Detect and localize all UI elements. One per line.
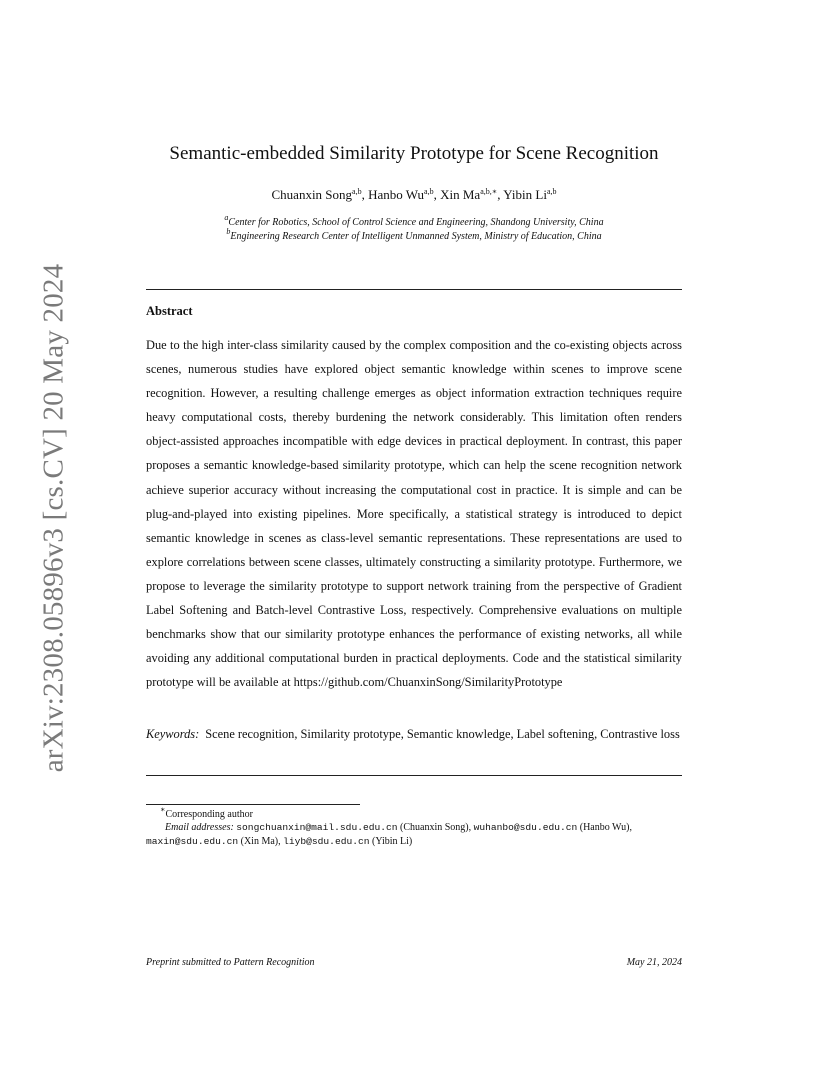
abstract-top-rule — [146, 289, 682, 290]
affiliation-mark: b — [226, 227, 231, 236]
affiliation-text: Center for Robotics, School of Control Science and Engineering, Shandong University, China — [228, 217, 604, 228]
author-affiliation-mark: a,b — [424, 187, 434, 196]
keywords-text: Scene recognition, Similarity prototype, Semantic knowledge, Label softening, Contrastive loss — [205, 727, 680, 741]
arxiv-identifier-stamp: arXiv:2308.05896v3 [cs.CV] 20 May 2024 — [37, 263, 70, 773]
email-label: Email addresses: — [165, 822, 234, 833]
email-owner: (Yibin Li) — [371, 836, 413, 847]
email-address: liyb@sdu.edu.cn — [283, 836, 370, 847]
footnote-corresponding-author — [160, 805, 700, 822]
preprint-venue: Preprint submitted to Pattern Recognition — [146, 957, 315, 968]
email-separator: , — [468, 822, 474, 833]
email-separator: , — [629, 822, 632, 833]
author-affiliation-mark: a,b,∗ — [480, 187, 498, 196]
affiliation — [0, 213, 828, 228]
author-separator: , — [497, 187, 504, 202]
affiliation-mark: a — [224, 213, 229, 222]
paper-title: Semantic-embedded Similarity Prototype for Scene Recognition — [169, 143, 659, 164]
email-address: songchuanxin@mail.sdu.edu.cn — [236, 822, 398, 833]
author-list — [0, 187, 828, 203]
author-name: Yibin Li — [503, 187, 547, 202]
email-owner: (Hanbo Wu) — [579, 822, 630, 833]
keywords-label: Keywords: — [146, 727, 200, 741]
author-name: Xin Ma — [440, 187, 481, 202]
footnote-rule — [146, 804, 360, 805]
keywords — [146, 722, 682, 746]
author-affiliation-mark: a,b — [546, 187, 557, 196]
email-address: maxin@sdu.edu.cn — [146, 836, 239, 847]
email-separator: , — [278, 836, 284, 847]
author-affiliation-mark: a,b — [352, 187, 362, 196]
preprint-date: May 21, 2024 — [626, 957, 682, 968]
abstract-text: Due to the high inter-class similarity caused by the complex composition and the co-existing objects across scenes, numerous studies have explored object semantic knowledge within scenes to improve scene recognition. However, a resulting challenge emerges as object information extraction techniques require heavy computational costs, thereby burdening the network considerably. This limitation often renders object-assisted approaches incompatible with edge devices in practical deployment. In contrast, this paper proposes a semantic knowledge-based similarity prototype, which can help the scene recognition network achieve superior accuracy without increasing the computational cost in practice. It is simple and can be plug-and-played into existing pipelines. More specifically, a statistical strategy is introduced to depict semantic knowledge in scenes as class-level semantic representations. These representations are used to explore correlations between scene classes, ultimately constructing a similarity prototype. Furthermore, we propose to leverage the similarity prototype to support network training from the perspective of Gradient Label Softening and Batch-level Contrastive Loss, respectively. Comprehensive evaluations on multiple benchmarks show that our similarity prototype enhances the performance of existing networks, all while avoiding any additional computational burden in practical deployments. Code and the statistical similarity prototype will be available at https://github.com/ChuanxinSong/SimilarityPrototype — [146, 338, 682, 690]
author-name: Chuanxin Song — [271, 187, 353, 202]
affiliation — [0, 227, 828, 242]
abstract-bottom-rule — [146, 775, 682, 776]
email-owner: (Xin Ma) — [240, 836, 279, 847]
footnote-corresponding-text: Corresponding author — [165, 809, 253, 820]
footnote-mark: ∗ — [160, 805, 166, 814]
author-separator: , — [361, 187, 369, 202]
author-separator: , — [433, 187, 441, 202]
abstract-heading: Abstract — [146, 304, 193, 318]
email-address: wuhanbo@sdu.edu.cn — [473, 822, 578, 833]
author-name: Hanbo Wu — [368, 187, 425, 202]
footnote-email-addresses — [146, 821, 686, 849]
affiliation-text: Engineering Research Center of Intelligent Unmanned System, Ministry of Education, China — [230, 231, 602, 242]
email-owner: (Chuanxin Song) — [400, 822, 469, 833]
